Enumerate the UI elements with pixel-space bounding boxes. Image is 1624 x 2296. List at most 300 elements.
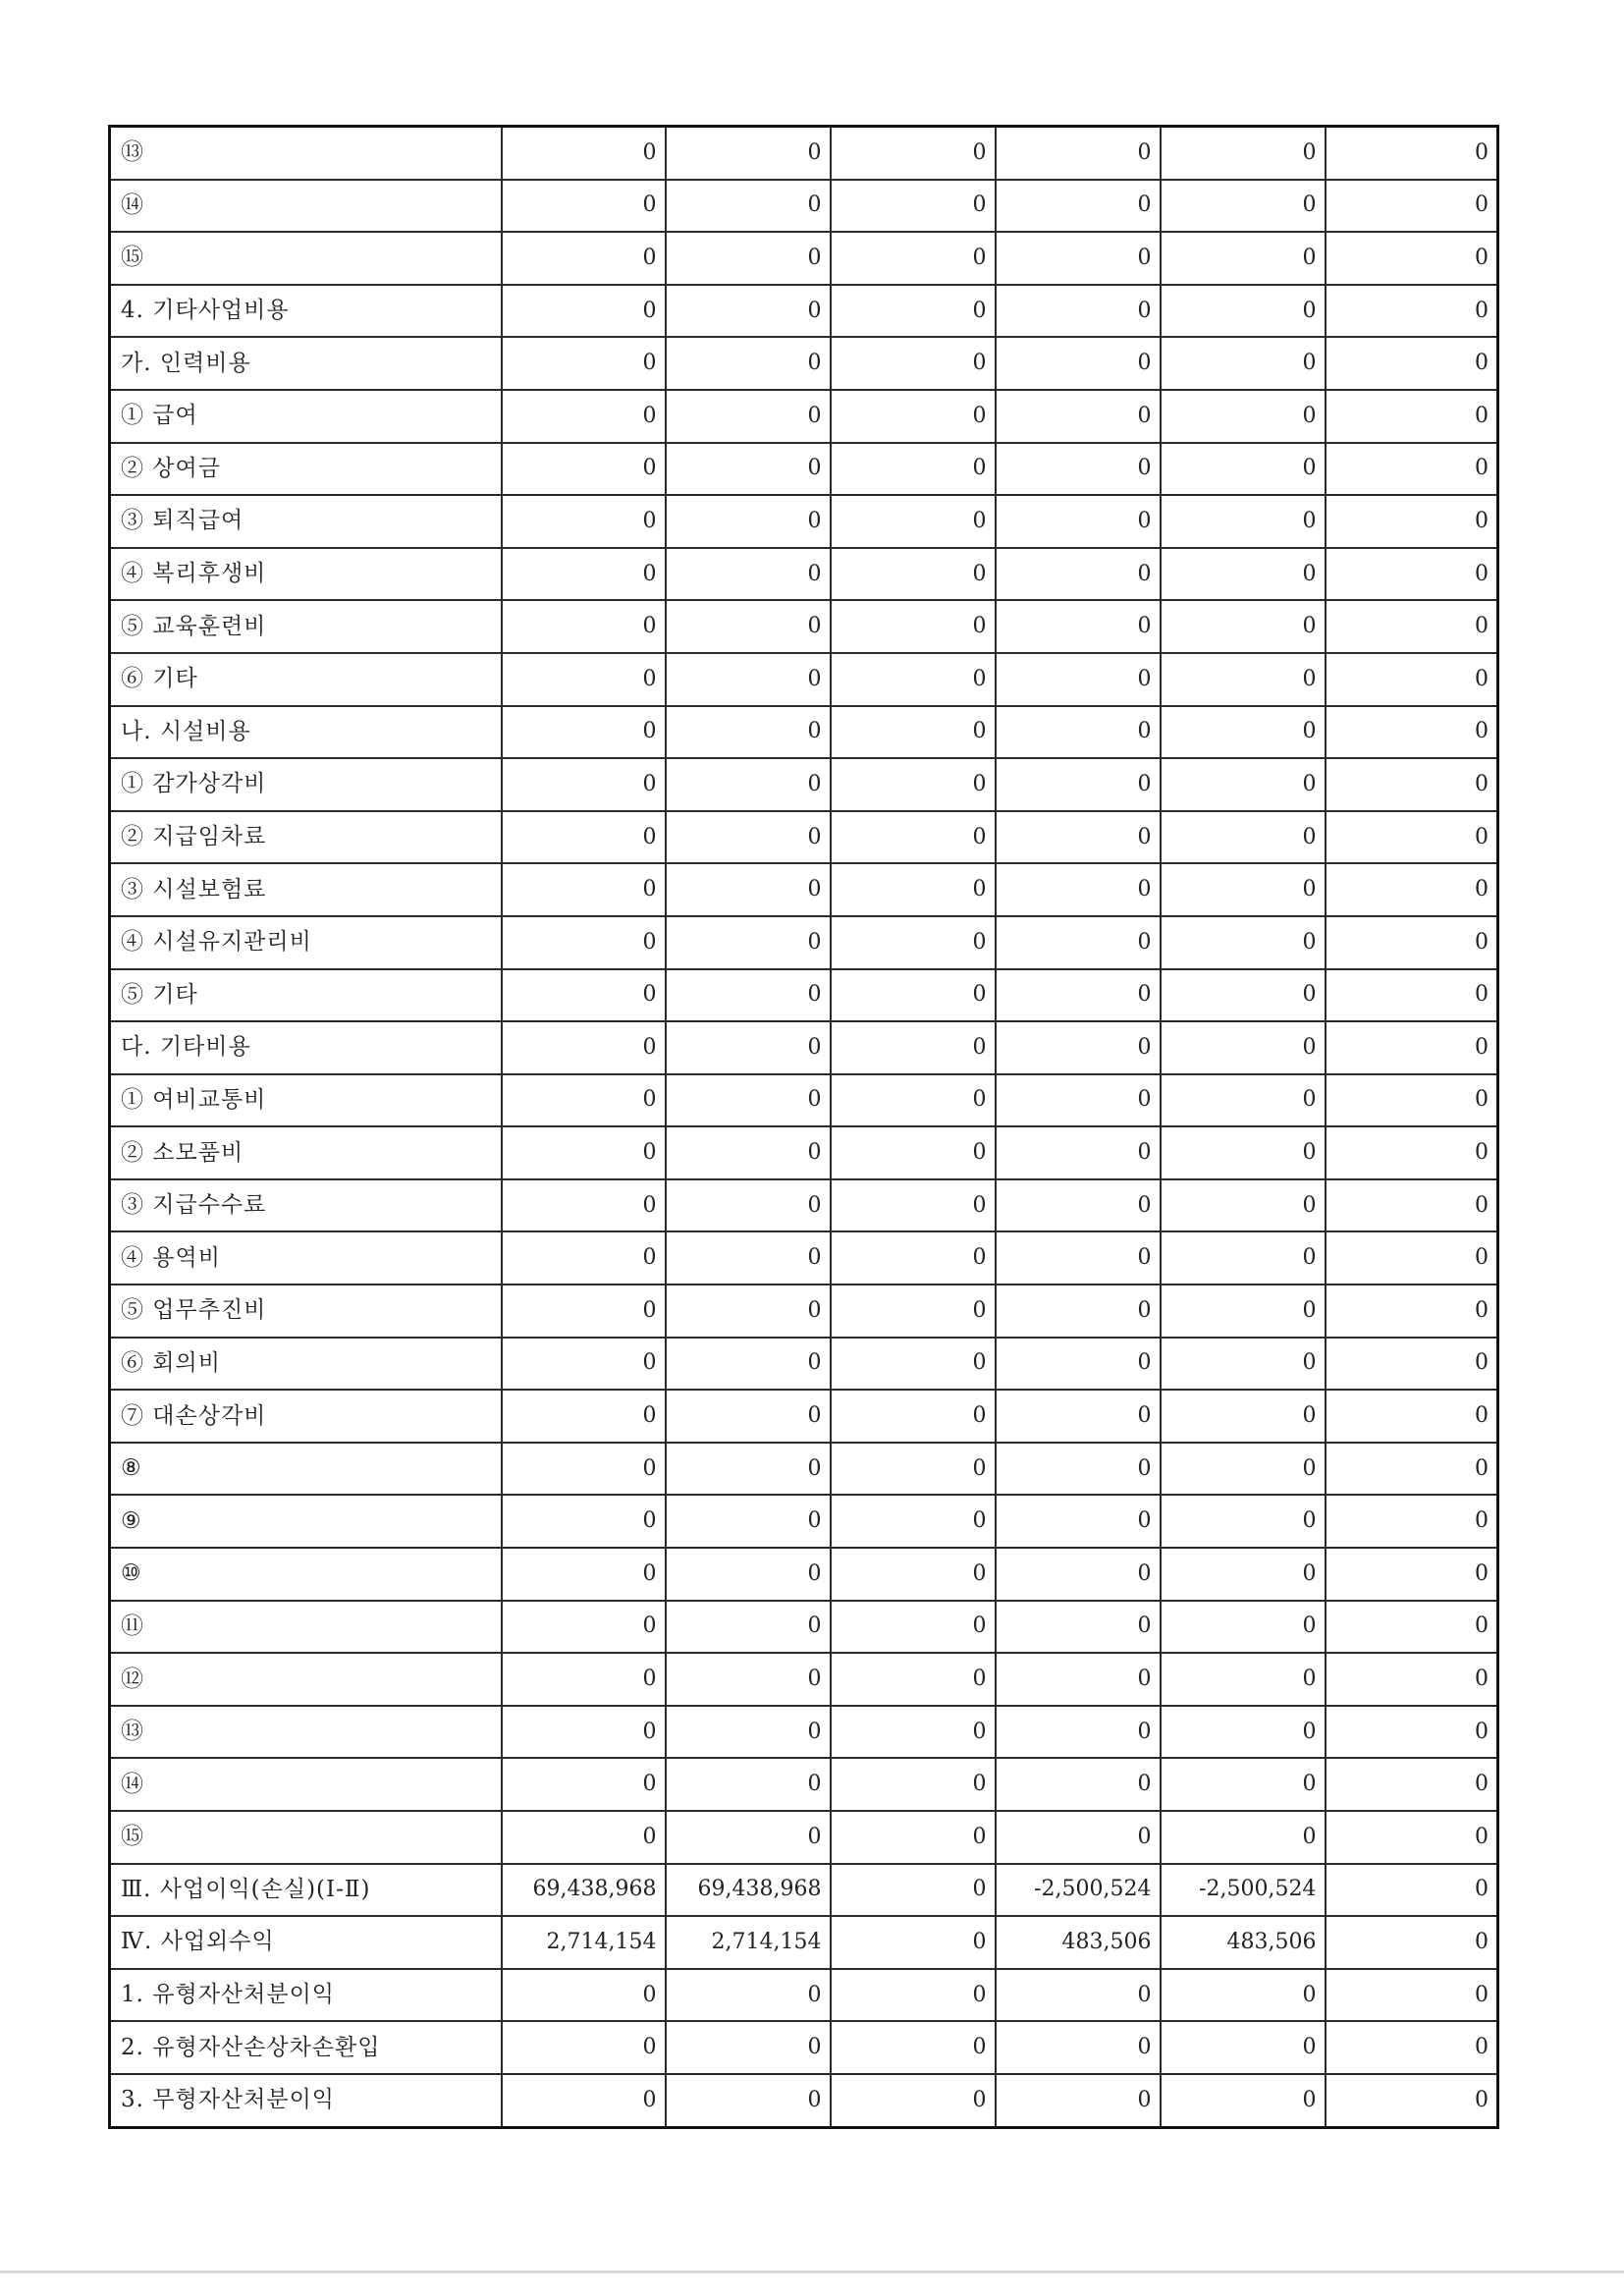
amount-cell: 0 xyxy=(1161,1390,1326,1443)
amount-cell: 0 xyxy=(1326,969,1498,1022)
table-row xyxy=(110,969,1498,1022)
table-row xyxy=(110,653,1498,706)
amount-cell: 0 xyxy=(831,969,996,1022)
amount-cell: 0 xyxy=(666,758,831,811)
amount-cell: 0 xyxy=(502,1126,666,1179)
table-row xyxy=(110,758,1498,811)
amount-cell: 0 xyxy=(666,653,831,706)
amount-cell: 0 xyxy=(502,1969,666,2022)
amount-cell: 0 xyxy=(1326,1653,1498,1706)
table-row xyxy=(110,1390,1498,1443)
amount-cell: 0 xyxy=(1326,1285,1498,1338)
amount-cell: 0 xyxy=(502,1653,666,1706)
amount-cell: 0 xyxy=(831,1179,996,1232)
amount-cell: 0 xyxy=(831,1390,996,1443)
amount-cell: 0 xyxy=(831,495,996,548)
amount-cell: 0 xyxy=(996,1126,1161,1179)
amount-cell: 0 xyxy=(996,232,1161,285)
amount-cell: 0 xyxy=(1161,2021,1326,2074)
table-row xyxy=(110,1969,1498,2022)
amount-cell: 0 xyxy=(831,232,996,285)
amount-cell: -2,500,524 xyxy=(996,1864,1161,1917)
amount-cell: 0 xyxy=(666,1706,831,1759)
amount-cell: 0 xyxy=(502,916,666,969)
row-label: ① 감가상각비 xyxy=(110,758,502,811)
amount-cell: 0 xyxy=(1161,969,1326,1022)
amount-cell: 0 xyxy=(996,127,1161,180)
row-label: ① 급여 xyxy=(110,390,502,443)
amount-cell: 0 xyxy=(1161,1548,1326,1601)
amount-cell: 0 xyxy=(1326,600,1498,653)
table-row xyxy=(110,1706,1498,1759)
amount-cell: 0 xyxy=(1326,180,1498,233)
amount-cell: 0 xyxy=(996,1390,1161,1443)
amount-cell: 0 xyxy=(996,1706,1161,1759)
amount-cell: 0 xyxy=(1161,1653,1326,1706)
row-label: ③ 시설보험료 xyxy=(110,863,502,916)
amount-cell: 0 xyxy=(996,811,1161,864)
table-row xyxy=(110,2074,1498,2127)
amount-cell: 0 xyxy=(1161,653,1326,706)
amount-cell: 0 xyxy=(1326,1811,1498,1864)
amount-cell: 0 xyxy=(831,1495,996,1548)
amount-cell: 0 xyxy=(502,706,666,759)
amount-cell: 0 xyxy=(831,1338,996,1391)
table-row xyxy=(110,600,1498,653)
amount-cell: 0 xyxy=(502,232,666,285)
row-label: 3. 무형자산처분이익 xyxy=(110,2074,502,2127)
amount-cell: 0 xyxy=(1326,443,1498,496)
row-label: ⑥ 회의비 xyxy=(110,1338,502,1391)
amount-cell: 0 xyxy=(831,706,996,759)
amount-cell: 0 xyxy=(1326,232,1498,285)
amount-cell: 0 xyxy=(996,1548,1161,1601)
table-row xyxy=(110,232,1498,285)
table-row xyxy=(110,180,1498,233)
amount-cell: 0 xyxy=(831,1864,996,1917)
amount-cell: 0 xyxy=(502,653,666,706)
amount-cell: 0 xyxy=(1326,285,1498,338)
amount-cell: 0 xyxy=(831,758,996,811)
amount-cell: 0 xyxy=(996,1811,1161,1864)
amount-cell: 0 xyxy=(1326,2074,1498,2127)
amount-cell: 0 xyxy=(996,2021,1161,2074)
amount-cell: 0 xyxy=(996,600,1161,653)
amount-cell: 0 xyxy=(831,1285,996,1338)
amount-cell: 0 xyxy=(1161,443,1326,496)
amount-cell: 0 xyxy=(502,1231,666,1285)
amount-cell: 0 xyxy=(666,390,831,443)
amount-cell: 0 xyxy=(1161,1338,1326,1391)
amount-cell: 0 xyxy=(831,2074,996,2127)
amount-cell: 0 xyxy=(1161,232,1326,285)
amount-cell: 0 xyxy=(666,916,831,969)
amount-cell: 0 xyxy=(996,758,1161,811)
amount-cell: 0 xyxy=(831,285,996,338)
amount-cell: 0 xyxy=(1326,653,1498,706)
table-row xyxy=(110,1179,1498,1232)
row-label: ⑭ xyxy=(110,180,502,233)
amount-cell: 0 xyxy=(502,1390,666,1443)
amount-cell: 0 xyxy=(1161,1758,1326,1811)
amount-cell: 0 xyxy=(996,1601,1161,1654)
amount-cell: 0 xyxy=(1161,1495,1326,1548)
row-label: ⑨ xyxy=(110,1495,502,1548)
amount-cell: 0 xyxy=(1161,600,1326,653)
amount-cell: 0 xyxy=(1161,1706,1326,1759)
row-label: 다. 기타비용 xyxy=(110,1021,502,1074)
amount-cell: 0 xyxy=(1326,1021,1498,1074)
amount-cell: 0 xyxy=(666,1811,831,1864)
table-row xyxy=(110,1758,1498,1811)
amount-cell: 0 xyxy=(666,2074,831,2127)
amount-cell: 0 xyxy=(502,127,666,180)
amount-cell: 0 xyxy=(996,1231,1161,1285)
amount-cell: 483,506 xyxy=(1161,1916,1326,1969)
row-label: ④ 복리후생비 xyxy=(110,548,502,601)
amount-cell: 0 xyxy=(502,548,666,601)
amount-cell: 0 xyxy=(1161,2074,1326,2127)
amount-cell: 0 xyxy=(1161,1179,1326,1232)
amount-cell: 0 xyxy=(1161,1969,1326,2022)
table-row xyxy=(110,863,1498,916)
amount-cell: 0 xyxy=(1326,1601,1498,1654)
amount-cell: 0 xyxy=(666,1021,831,1074)
amount-cell: 0 xyxy=(831,2021,996,2074)
row-label: ⑫ xyxy=(110,1653,502,1706)
amount-cell: 0 xyxy=(1161,495,1326,548)
amount-cell: 0 xyxy=(996,1969,1161,2022)
amount-cell: 0 xyxy=(1326,1231,1498,1285)
amount-cell: 0 xyxy=(1326,1495,1498,1548)
amount-cell: 0 xyxy=(502,2074,666,2127)
financial-statement-table xyxy=(108,125,1499,2129)
row-label: Ⅳ. 사업외수익 xyxy=(110,1916,502,1969)
amount-cell: 0 xyxy=(1161,1126,1326,1179)
amount-cell: 0 xyxy=(666,1231,831,1285)
amount-cell: 0 xyxy=(1161,1074,1326,1127)
amount-cell: 0 xyxy=(1161,1811,1326,1864)
amount-cell: 0 xyxy=(996,653,1161,706)
amount-cell: 0 xyxy=(1161,916,1326,969)
amount-cell: 0 xyxy=(666,127,831,180)
amount-cell: 0 xyxy=(1326,758,1498,811)
table-row xyxy=(110,1653,1498,1706)
amount-cell: 0 xyxy=(502,1601,666,1654)
amount-cell: 0 xyxy=(831,1811,996,1864)
table-row xyxy=(110,390,1498,443)
table-row xyxy=(110,811,1498,864)
amount-cell: 0 xyxy=(666,600,831,653)
row-label: ⑭ xyxy=(110,1758,502,1811)
amount-cell: 0 xyxy=(831,1653,996,1706)
amount-cell: 0 xyxy=(831,1443,996,1496)
amount-cell: 0 xyxy=(831,811,996,864)
amount-cell: 0 xyxy=(1326,1126,1498,1179)
amount-cell: 0 xyxy=(996,1443,1161,1496)
amount-cell: 0 xyxy=(666,1601,831,1654)
row-label: ⑤ 업무추진비 xyxy=(110,1285,502,1338)
row-label: ⑬ xyxy=(110,1706,502,1759)
table-row xyxy=(110,1811,1498,1864)
amount-cell: 0 xyxy=(502,2021,666,2074)
amount-cell: 0 xyxy=(996,1285,1161,1338)
amount-cell: 0 xyxy=(831,1021,996,1074)
amount-cell: 0 xyxy=(502,180,666,233)
amount-cell: 0 xyxy=(1326,337,1498,390)
amount-cell: 0 xyxy=(996,285,1161,338)
amount-cell: 0 xyxy=(831,1126,996,1179)
table-row xyxy=(110,1074,1498,1127)
amount-cell: 0 xyxy=(1161,1443,1326,1496)
amount-cell: 0 xyxy=(996,1653,1161,1706)
amount-cell: 0 xyxy=(1326,863,1498,916)
row-label: ⑧ xyxy=(110,1443,502,1496)
amount-cell: 0 xyxy=(831,548,996,601)
amount-cell: 0 xyxy=(831,1758,996,1811)
amount-cell: 0 xyxy=(831,390,996,443)
amount-cell: 0 xyxy=(666,548,831,601)
amount-cell: 0 xyxy=(666,811,831,864)
amount-cell: 0 xyxy=(502,1021,666,1074)
amount-cell: 0 xyxy=(1326,811,1498,864)
amount-cell: 0 xyxy=(996,916,1161,969)
row-label: ⑥ 기타 xyxy=(110,653,502,706)
amount-cell: 0 xyxy=(1326,1443,1498,1496)
amount-cell: 0 xyxy=(1326,1864,1498,1917)
table-body xyxy=(110,127,1498,2128)
amount-cell: 0 xyxy=(502,1706,666,1759)
amount-cell: 0 xyxy=(666,285,831,338)
row-label: 4. 기타사업비용 xyxy=(110,285,502,338)
amount-cell: 0 xyxy=(666,1179,831,1232)
amount-cell: 0 xyxy=(1326,390,1498,443)
amount-cell: 69,438,968 xyxy=(502,1864,666,1917)
amount-cell: 0 xyxy=(666,1653,831,1706)
amount-cell: 0 xyxy=(996,1495,1161,1548)
amount-cell: 0 xyxy=(502,863,666,916)
amount-cell: 0 xyxy=(996,2074,1161,2127)
row-label: 2. 유형자산손상차손환입 xyxy=(110,2021,502,2074)
table-row xyxy=(110,548,1498,601)
amount-cell: 0 xyxy=(666,2021,831,2074)
amount-cell: 0 xyxy=(1326,1074,1498,1127)
row-label: ④ 시설유지관리비 xyxy=(110,916,502,969)
amount-cell: 0 xyxy=(1161,1285,1326,1338)
amount-cell: 0 xyxy=(502,1074,666,1127)
amount-cell: 0 xyxy=(666,1758,831,1811)
amount-cell: 0 xyxy=(502,285,666,338)
table-row xyxy=(110,337,1498,390)
amount-cell: 0 xyxy=(996,706,1161,759)
amount-cell: 0 xyxy=(502,443,666,496)
amount-cell: 0 xyxy=(1161,758,1326,811)
row-label: ⑩ xyxy=(110,1548,502,1601)
page-bottom-edge xyxy=(0,2270,1624,2273)
amount-cell: 0 xyxy=(666,1074,831,1127)
row-label: ⑤ 기타 xyxy=(110,969,502,1022)
amount-cell: 0 xyxy=(502,1811,666,1864)
amount-cell: 0 xyxy=(666,337,831,390)
table-row xyxy=(110,1338,1498,1391)
row-label: ② 상여금 xyxy=(110,443,502,496)
amount-cell: 0 xyxy=(1326,548,1498,601)
amount-cell: 0 xyxy=(666,1969,831,2022)
amount-cell: 0 xyxy=(1326,1338,1498,1391)
table-row xyxy=(110,1285,1498,1338)
amount-cell: 0 xyxy=(831,653,996,706)
row-label: ④ 용역비 xyxy=(110,1231,502,1285)
amount-cell: 0 xyxy=(1161,811,1326,864)
row-label: ⑮ xyxy=(110,1811,502,1864)
amount-cell: 2,714,154 xyxy=(502,1916,666,1969)
table-row xyxy=(110,1021,1498,1074)
amount-cell: 0 xyxy=(1161,706,1326,759)
amount-cell: 0 xyxy=(1326,127,1498,180)
amount-cell: 0 xyxy=(1161,180,1326,233)
row-label: ⑪ xyxy=(110,1601,502,1654)
amount-cell: 0 xyxy=(1161,1601,1326,1654)
amount-cell: 0 xyxy=(996,337,1161,390)
amount-cell: 0 xyxy=(666,495,831,548)
row-label: Ⅲ. 사업이익(손실)(Ⅰ-Ⅱ) xyxy=(110,1864,502,1917)
amount-cell: 0 xyxy=(996,548,1161,601)
amount-cell: 2,714,154 xyxy=(666,1916,831,1969)
row-label: ⑬ xyxy=(110,127,502,180)
row-label: 1. 유형자산처분이익 xyxy=(110,1969,502,2022)
row-label: ⑮ xyxy=(110,232,502,285)
table-row xyxy=(110,443,1498,496)
table-row xyxy=(110,127,1498,180)
amount-cell: 0 xyxy=(666,1338,831,1391)
table-row xyxy=(110,2021,1498,2074)
amount-cell: 0 xyxy=(1326,1969,1498,2022)
row-label: ③ 퇴직급여 xyxy=(110,495,502,548)
amount-cell: 0 xyxy=(502,1179,666,1232)
amount-cell: 0 xyxy=(831,443,996,496)
amount-cell: 0 xyxy=(1161,127,1326,180)
table-row xyxy=(110,1126,1498,1179)
amount-cell: 483,506 xyxy=(996,1916,1161,1969)
amount-cell: 0 xyxy=(502,337,666,390)
row-label: ① 여비교통비 xyxy=(110,1074,502,1127)
amount-cell: 0 xyxy=(666,1285,831,1338)
amount-cell: 0 xyxy=(502,600,666,653)
amount-cell: 0 xyxy=(666,863,831,916)
amount-cell: 0 xyxy=(831,916,996,969)
amount-cell: 0 xyxy=(666,1443,831,1496)
amount-cell: 0 xyxy=(1326,1758,1498,1811)
amount-cell: 0 xyxy=(1326,1706,1498,1759)
table-row xyxy=(110,1443,1498,1496)
table-row xyxy=(110,1916,1498,1969)
amount-cell: 0 xyxy=(996,1179,1161,1232)
amount-cell: 0 xyxy=(502,758,666,811)
amount-cell: 0 xyxy=(666,1495,831,1548)
amount-cell: 0 xyxy=(831,1706,996,1759)
table-row xyxy=(110,706,1498,759)
amount-cell: 0 xyxy=(1161,548,1326,601)
amount-cell: 0 xyxy=(502,969,666,1022)
table-row xyxy=(110,1495,1498,1548)
amount-cell: 0 xyxy=(1326,495,1498,548)
amount-cell: 0 xyxy=(831,1548,996,1601)
amount-cell: 0 xyxy=(502,1758,666,1811)
table-row xyxy=(110,916,1498,969)
amount-cell: 69,438,968 xyxy=(666,1864,831,1917)
row-label: ③ 지급수수료 xyxy=(110,1179,502,1232)
amount-cell: 0 xyxy=(831,127,996,180)
table-row xyxy=(110,495,1498,548)
amount-cell: 0 xyxy=(1161,1021,1326,1074)
amount-cell: 0 xyxy=(502,495,666,548)
amount-cell: 0 xyxy=(502,390,666,443)
amount-cell: 0 xyxy=(666,1548,831,1601)
row-label: ⑤ 교육훈련비 xyxy=(110,600,502,653)
table-row xyxy=(110,1864,1498,1917)
amount-cell: 0 xyxy=(1326,1390,1498,1443)
amount-cell: 0 xyxy=(831,1916,996,1969)
row-label: ② 지급임차료 xyxy=(110,811,502,864)
row-label: 나. 시설비용 xyxy=(110,706,502,759)
amount-cell: 0 xyxy=(1326,706,1498,759)
row-label: ⑦ 대손상각비 xyxy=(110,1390,502,1443)
amount-cell: 0 xyxy=(1326,1548,1498,1601)
amount-cell: 0 xyxy=(666,180,831,233)
amount-cell: 0 xyxy=(831,180,996,233)
table-row xyxy=(110,1601,1498,1654)
amount-cell: 0 xyxy=(666,443,831,496)
amount-cell: 0 xyxy=(666,969,831,1022)
amount-cell: 0 xyxy=(666,1126,831,1179)
row-label: 가. 인력비용 xyxy=(110,337,502,390)
amount-cell: 0 xyxy=(1161,285,1326,338)
amount-cell: 0 xyxy=(831,337,996,390)
amount-cell: 0 xyxy=(1326,1916,1498,1969)
amount-cell: 0 xyxy=(502,811,666,864)
amount-cell: 0 xyxy=(666,232,831,285)
amount-cell: 0 xyxy=(996,1021,1161,1074)
table-row xyxy=(110,1548,1498,1601)
amount-cell: 0 xyxy=(996,495,1161,548)
table-row xyxy=(110,1231,1498,1285)
amount-cell: 0 xyxy=(666,706,831,759)
amount-cell: 0 xyxy=(1326,1179,1498,1232)
amount-cell: 0 xyxy=(996,863,1161,916)
amount-cell: 0 xyxy=(831,1231,996,1285)
amount-cell: -2,500,524 xyxy=(1161,1864,1326,1917)
amount-cell: 0 xyxy=(996,180,1161,233)
table-row xyxy=(110,285,1498,338)
amount-cell: 0 xyxy=(831,600,996,653)
amount-cell: 0 xyxy=(502,1285,666,1338)
amount-cell: 0 xyxy=(502,1548,666,1601)
amount-cell: 0 xyxy=(831,1074,996,1127)
amount-cell: 0 xyxy=(996,443,1161,496)
amount-cell: 0 xyxy=(1326,2021,1498,2074)
amount-cell: 0 xyxy=(831,863,996,916)
amount-cell: 0 xyxy=(1161,1231,1326,1285)
amount-cell: 0 xyxy=(831,1969,996,2022)
amount-cell: 0 xyxy=(666,1390,831,1443)
amount-cell: 0 xyxy=(1161,863,1326,916)
amount-cell: 0 xyxy=(996,1758,1161,1811)
row-label: ② 소모품비 xyxy=(110,1126,502,1179)
amount-cell: 0 xyxy=(996,390,1161,443)
amount-cell: 0 xyxy=(996,1074,1161,1127)
amount-cell: 0 xyxy=(502,1495,666,1548)
amount-cell: 0 xyxy=(996,1338,1161,1391)
